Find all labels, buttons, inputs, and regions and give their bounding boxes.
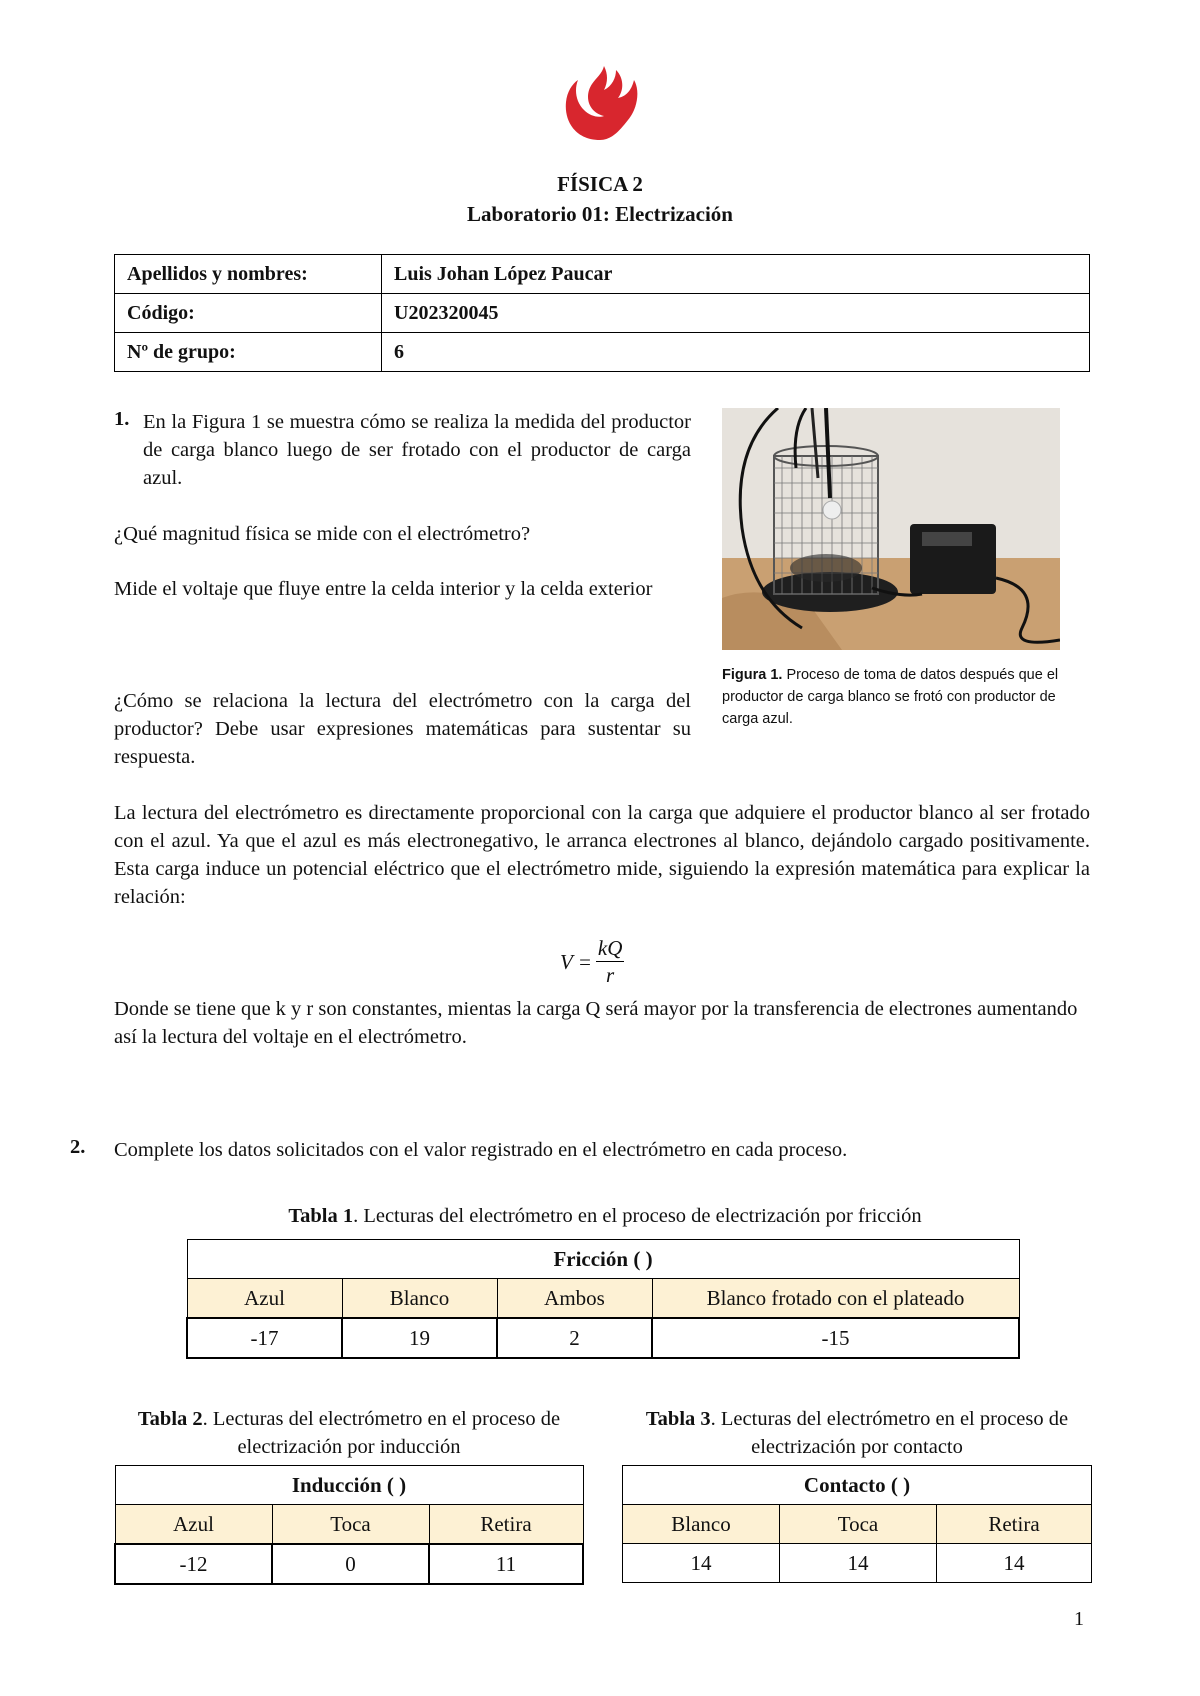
formula-numerator: kQ [597,936,623,960]
table-2-col: Toca [272,1505,429,1545]
info-value: Luis Johan López Paucar [382,255,1090,294]
table-2-value[interactable]: 11 [429,1544,583,1584]
table-3-col: Retira [937,1505,1092,1544]
figure-label: Figura 1. [722,667,783,683]
table-2-caption [114,1405,584,1461]
table-1-value[interactable]: 2 [497,1318,652,1358]
answer-1c: Donde se tiene que k y r son constantes, mientas la carga Q será mayor por la transferencia de electrones aumentando así la lectura del voltaje en el electrómetro. [114,998,1078,1048]
table-1-col: Blanco frotado con el plateado [652,1279,1019,1319]
info-row-name [115,255,1090,294]
question-2-text: Complete los datos solicitados con el valor registrado en el electrómetro en cada proceso. [114,1139,848,1161]
table-3-value[interactable]: 14 [623,1544,780,1583]
table-2-header: Inducción ( ) [115,1466,583,1505]
question-2-number: 2. [70,1136,86,1158]
table-1-col: Blanco [342,1279,497,1319]
table-1-value[interactable]: -17 [187,1318,342,1358]
table-1-col: Azul [187,1279,342,1319]
formula-denominator: r [606,963,615,987]
question-1-number: 1. [114,408,130,430]
table-1-value[interactable]: -15 [652,1318,1019,1358]
table-1-header: Fricción ( ) [187,1240,1019,1279]
table-1-col: Ambos [497,1279,652,1319]
formula-lhs: V [560,950,573,974]
info-label: Nº de grupo: [115,333,382,372]
question-1b: ¿Cómo se relaciona la lectura del electrómetro con la carga del productor? Debe usar expresiones matemáticas para sustentar su respuesta. [114,690,691,768]
info-value: U202320045 [382,294,1090,333]
table-1-label: Tabla 1 [288,1205,354,1227]
page-number: 1 [1074,1608,1084,1630]
table-2 [114,1465,584,1585]
answer-1a: Mide el voltaje que fluye entre la celda interior y la celda exterior [114,578,653,600]
table-1-caption-text: . Lecturas del electrómetro en el proceso de electrización por fricción [353,1205,922,1227]
info-label: Código: [115,294,382,333]
lab-title: Laboratorio 01: Electrización [467,202,733,226]
figure-1-caption [722,664,1072,730]
figure-caption-text: Proceso de toma de datos después que el productor de carga blanco se frotó con productor de carga azul. [722,667,1059,727]
table-2-label: Tabla 2 [137,1408,203,1430]
table-1-caption [188,1202,1022,1230]
table-3-caption-text: . Lecturas del electrómetro en el proceso de electrización por contacto [710,1408,1069,1458]
student-info-table [114,254,1090,372]
table-2-col: Azul [115,1505,272,1545]
info-row-code [115,294,1090,333]
question-1-intro: En la Figura 1 se muestra cómo se realiza la medida del productor de carga blanco luego de ser frotado con el productor de carga azul. [143,411,691,489]
table-3-value[interactable]: 14 [937,1544,1092,1583]
table-3 [622,1465,1092,1583]
table-2-col: Retira [429,1505,583,1545]
course-title: FÍSICA 2 [557,172,643,196]
table-3-value[interactable]: 14 [780,1544,937,1583]
university-logo [558,58,642,142]
table-3-col: Blanco [623,1505,780,1544]
figure-1-photo [722,408,1060,650]
table-2-value[interactable]: 0 [272,1544,429,1584]
table-3-col: Toca [780,1505,937,1544]
table-2-value[interactable]: -12 [115,1544,272,1584]
table-3-caption [622,1405,1092,1461]
table-3-header: Contacto ( ) [623,1466,1092,1505]
info-value: 6 [382,333,1090,372]
answer-1b: La lectura del electrómetro es directamente proporcional con la carga que adquiere el productor blanco al ser frotado con el azul. Ya que el azul es más electronegativo, le arranca electrones al blanco, dejándolo cargado positivamente. Esta carga induce un potencial eléctrico que el electrómetro mide, siguiendo la expresión matemática para explicar la relación: [114,802,1090,908]
info-row-group [115,333,1090,372]
table-2-caption-text: . Lecturas del electrómetro en el proceso de electrización por inducción [202,1408,561,1458]
formula: V = kQ r [560,936,623,987]
table-1-value[interactable]: 19 [342,1318,497,1358]
table-1 [186,1239,1020,1359]
info-label: Apellidos y nombres: [115,255,382,294]
table-3-label: Tabla 3 [645,1408,711,1430]
question-1a: ¿Qué magnitud física se mide con el electrómetro? [114,523,531,545]
